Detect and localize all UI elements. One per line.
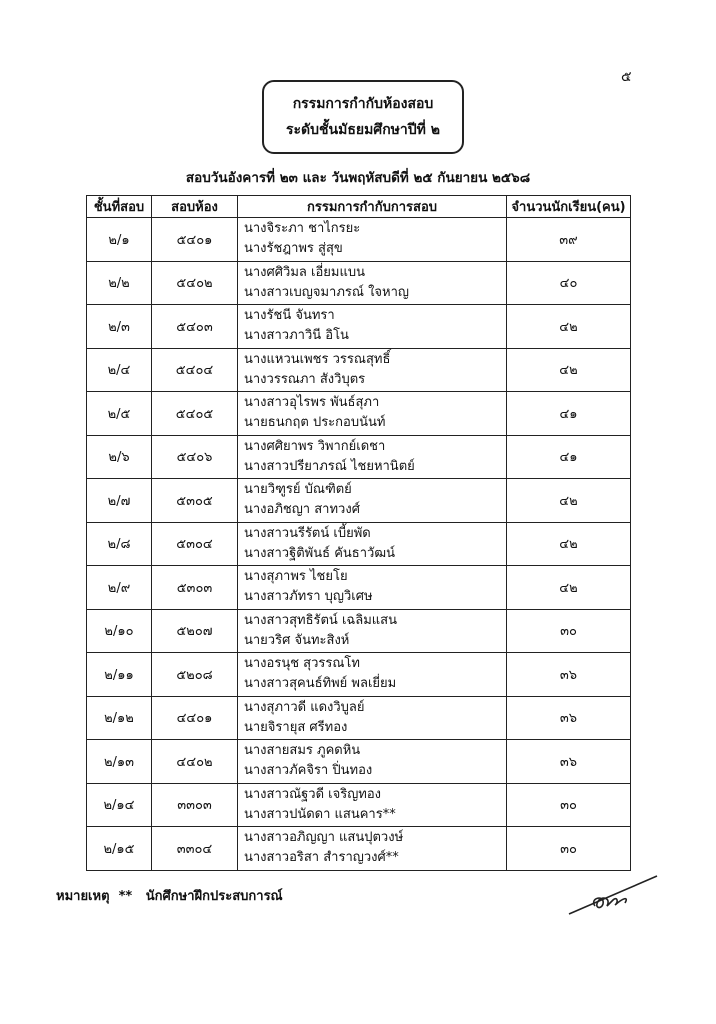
proctor-names-cell bbox=[238, 261, 507, 305]
proctor-name: นางสาวนรีรัตน์ เบี้ยพัด bbox=[244, 525, 371, 541]
student-count-cell: ๔๒ bbox=[507, 348, 631, 392]
table-row bbox=[87, 348, 631, 392]
class-cell: ๒/๑๒ bbox=[87, 696, 152, 740]
proctor-name: นางสาวภัทรา บุญวิเศษ bbox=[244, 589, 373, 605]
room-cell: ๓๓๐๓ bbox=[152, 783, 238, 827]
proctor-name: นายธนกฤต ประกอบนันท์ bbox=[244, 415, 386, 431]
header-room: สอบห้อง bbox=[152, 196, 238, 218]
header-class: ชั้นที่สอบ bbox=[87, 196, 152, 218]
proctor-names-cell bbox=[238, 783, 507, 827]
proctor-names-cell bbox=[238, 740, 507, 784]
room-cell: ๕๔๐๓ bbox=[152, 305, 238, 349]
footnote bbox=[56, 885, 283, 906]
class-cell: ๒/๓ bbox=[87, 305, 152, 349]
room-cell: ๕๒๐๗ bbox=[152, 609, 238, 653]
class-cell: ๒/๑ bbox=[87, 218, 152, 262]
class-cell: ๒/๑๔ bbox=[87, 783, 152, 827]
student-count-cell: ๓๐ bbox=[507, 783, 631, 827]
class-cell: ๒/๑๕ bbox=[87, 827, 152, 871]
proctor-names-cell bbox=[238, 696, 507, 740]
table-row bbox=[87, 740, 631, 784]
proctor-table bbox=[86, 195, 631, 871]
class-cell: ๒/๙ bbox=[87, 566, 152, 610]
header-proctors: กรรมการกำกับการสอบ bbox=[238, 196, 507, 218]
proctor-name: นางสาวเบญจมาภรณ์ ใจหาญ bbox=[244, 284, 409, 300]
room-cell: ๕๔๐๔ bbox=[152, 348, 238, 392]
proctor-name: นางสาวอภิญญา แสนปุตวงษ์ bbox=[244, 830, 404, 846]
table-row bbox=[87, 261, 631, 305]
footnote-marker: ** bbox=[118, 889, 133, 904]
proctor-name: นางแหวนเพชร วรรณสุทธิ์ bbox=[244, 351, 391, 367]
proctor-names-cell bbox=[238, 522, 507, 566]
class-cell: ๒/๕ bbox=[87, 392, 152, 436]
signature bbox=[565, 872, 665, 920]
header-student-count: จำนวนนักเรียน(คน) bbox=[507, 196, 631, 218]
student-count-cell: ๔๒ bbox=[507, 566, 631, 610]
proctor-name: นางสาวภาวินี อิโน bbox=[244, 328, 349, 344]
title-line-2: ระดับชั้นมัธยมศึกษาปีที่ ๒ bbox=[286, 122, 440, 138]
class-cell: ๒/๖ bbox=[87, 435, 152, 479]
room-cell: ๕๔๐๕ bbox=[152, 392, 238, 436]
proctor-name: นางสุภาวดี แดงวิบูลย์ bbox=[244, 699, 365, 715]
class-cell: ๒/๔ bbox=[87, 348, 152, 392]
room-cell: ๓๓๐๔ bbox=[152, 827, 238, 871]
proctor-name: นางจิระภา ชาไกรยะ bbox=[244, 221, 361, 237]
proctor-name: นางรัชนี จันทรา bbox=[244, 308, 335, 324]
footnote-text: นักศึกษาฝึกประสบการณ์ bbox=[145, 889, 283, 904]
proctor-name: นางศศิวิมล เอี่ยมแบน bbox=[244, 264, 365, 280]
table-row bbox=[87, 783, 631, 827]
student-count-cell: ๔๒ bbox=[507, 305, 631, 349]
table-row bbox=[87, 653, 631, 697]
table-row bbox=[87, 566, 631, 610]
proctor-names-cell bbox=[238, 653, 507, 697]
student-count-cell: ๓๐ bbox=[507, 827, 631, 871]
page-number: ๕ bbox=[621, 69, 632, 85]
class-cell: ๒/๗ bbox=[87, 479, 152, 523]
class-cell: ๒/๒ bbox=[87, 261, 152, 305]
room-cell: ๕๓๐๔ bbox=[152, 522, 238, 566]
table-row bbox=[87, 392, 631, 436]
room-cell: ๕๓๐๓ bbox=[152, 566, 238, 610]
room-cell: ๕๔๐๑ bbox=[152, 218, 238, 262]
proctor-name: นายจิรายุส ศรีทอง bbox=[244, 719, 348, 735]
proctor-name: นางสาวปนัดดา แสนคาร** bbox=[244, 806, 396, 822]
class-cell: ๒/๘ bbox=[87, 522, 152, 566]
table-body bbox=[87, 218, 631, 871]
proctor-names-cell bbox=[238, 827, 507, 871]
student-count-cell: ๓๙ bbox=[507, 218, 631, 262]
footnote-label: หมายเหตุ bbox=[56, 889, 110, 904]
proctor-name: นางอรนุช สุวรรณโท bbox=[244, 656, 360, 672]
table-row bbox=[87, 696, 631, 740]
proctor-names-cell bbox=[238, 218, 507, 262]
proctor-name: นายวิฑูรย์ บัณฑิตย์ bbox=[244, 482, 352, 498]
student-count-cell: ๔๑ bbox=[507, 435, 631, 479]
room-cell: ๕๔๐๖ bbox=[152, 435, 238, 479]
table-row bbox=[87, 522, 631, 566]
student-count-cell: ๓๐ bbox=[507, 609, 631, 653]
title-line-1: กรรมการกำกับห้องสอบ bbox=[292, 96, 434, 112]
student-count-cell: ๔๑ bbox=[507, 392, 631, 436]
room-cell: ๕๓๐๕ bbox=[152, 479, 238, 523]
table-row bbox=[87, 827, 631, 871]
proctor-name: นางสาวภัคจิรา ปิ่นทอง bbox=[244, 763, 373, 779]
student-count-cell: ๓๖ bbox=[507, 696, 631, 740]
proctor-names-cell bbox=[238, 479, 507, 523]
proctor-names-cell bbox=[238, 435, 507, 479]
room-cell: ๔๔๐๑ bbox=[152, 696, 238, 740]
table-header-row bbox=[87, 196, 631, 218]
table-row bbox=[87, 218, 631, 262]
proctor-name: นางรัชฎาพร สู่สุข bbox=[244, 241, 343, 257]
table-row bbox=[87, 479, 631, 523]
proctor-name: นางสาวอริสา สำราญวงศ์** bbox=[244, 850, 399, 866]
proctor-name: นางวรรณภา สังวิบุตร bbox=[244, 371, 366, 387]
table-row bbox=[87, 435, 631, 479]
proctor-name: นางสาวฐิติพันธ์ คันธาวัฒน์ bbox=[244, 545, 395, 561]
room-cell: ๕๒๐๘ bbox=[152, 653, 238, 697]
proctor-name: นางศศิยาพร วิพากย์เดชา bbox=[244, 438, 386, 454]
proctor-names-cell bbox=[238, 305, 507, 349]
proctor-name: นางสายสมร ภูคดหิน bbox=[244, 743, 361, 759]
student-count-cell: ๓๖ bbox=[507, 740, 631, 784]
exam-date-subtitle: สอบวันอังคารที่ ๒๓ และ วันพฤหัสบดีที่ ๒๕ กันยายน ๒๕๖๘ bbox=[185, 170, 531, 186]
proctor-name: นางสุภาพร ไชยโย bbox=[244, 569, 348, 585]
proctor-name: นางสาวสุคนธ์ทิพย์ พลเยี่ยม bbox=[244, 676, 397, 692]
proctor-name: นายวริศ จันทะสิงห์ bbox=[244, 632, 350, 648]
class-cell: ๒/๑๓ bbox=[87, 740, 152, 784]
title-box bbox=[262, 80, 464, 154]
proctor-names-cell bbox=[238, 566, 507, 610]
proctor-names-cell bbox=[238, 392, 507, 436]
student-count-cell: ๔๒ bbox=[507, 522, 631, 566]
student-count-cell: ๓๖ bbox=[507, 653, 631, 697]
proctor-names-cell bbox=[238, 609, 507, 653]
room-cell: ๕๔๐๒ bbox=[152, 261, 238, 305]
room-cell: ๔๔๐๒ bbox=[152, 740, 238, 784]
table-row bbox=[87, 609, 631, 653]
student-count-cell: ๔๒ bbox=[507, 479, 631, 523]
proctor-name: นางสาวอุไรพร พันธ์สุภา bbox=[244, 395, 380, 411]
proctor-name: นางสาวปรียาภรณ์ ไชยหานิตย์ bbox=[244, 458, 415, 474]
student-count-cell: ๔๐ bbox=[507, 261, 631, 305]
proctor-names-cell bbox=[238, 348, 507, 392]
proctor-name: นางสาวณัฐวดี เจริญทอง bbox=[244, 786, 382, 802]
class-cell: ๒/๑๐ bbox=[87, 609, 152, 653]
table-row bbox=[87, 305, 631, 349]
proctor-name: นางอภิชญา สาทวงศ์ bbox=[244, 502, 360, 518]
class-cell: ๒/๑๑ bbox=[87, 653, 152, 697]
proctor-name: นางสาวสุทธิรัตน์ เฉลิมแสน bbox=[244, 612, 397, 628]
